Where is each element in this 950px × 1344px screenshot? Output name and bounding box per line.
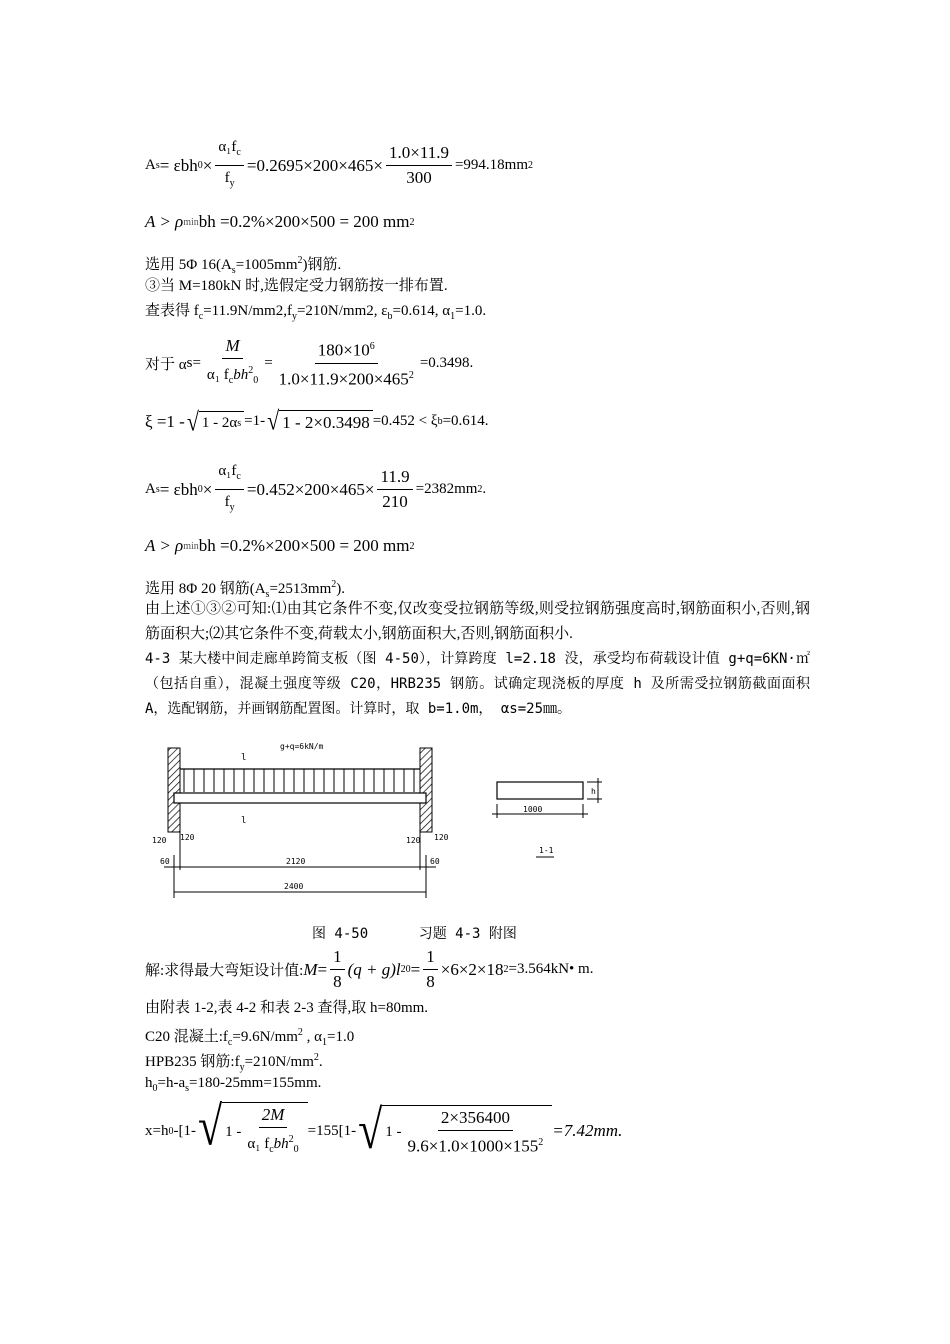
equation-moment: 解:求得最大弯矩设计值: M = $\frac{1}{8}$ (q + g)l 2 0 = $\frac{1}{8}$ ×6×2×18 2 =3.564kN• m. xyxy=(145,947,594,991)
wall-left-label: 120 xyxy=(152,836,167,845)
equation-min-reinforcement-1: A > ρ min bh =0.2%×200×500 = 200 mm 2 xyxy=(145,212,415,231)
equation-xi: ξ =1 - √ 1 - 2α s =1- √ 1 - 2×0.3498 =0.452 < ξ b =0.614. xyxy=(145,405,489,436)
edge-right-label: 60 xyxy=(430,857,440,866)
cross-section xyxy=(492,778,602,857)
equation-alpha-s: 对于 α s= $\frac{M}{\alpha_1 f_cbh^2_0}$ = $\frac{180\times 10^6}{1.0\times 11.9\times 200\times 465^2}$ =0.3498. xyxy=(145,336,473,391)
text-case-3: ③当 M=180kN 时,选假定受力钢筋按一排布置. xyxy=(145,278,448,294)
wall-right-label: 120 xyxy=(434,833,449,842)
fraction-2m: $\frac{2M}{\alpha_1 f_cbh^2_0}$ xyxy=(247,1105,299,1155)
sqrt-numeric: √ 1 - 2×0.3498 xyxy=(267,410,373,433)
fraction-alpha-fc-fy: $\frac{\alpha_1f_c}{f_y}$ xyxy=(215,137,244,194)
fraction-m-over: $\frac{M}{\alpha_1 f_cbh^2_0}$ xyxy=(206,336,259,386)
slab-elevation xyxy=(152,742,449,898)
load-label: g+q=6kN/m xyxy=(280,742,324,751)
fraction-alpha-fc-fy-2: $\frac{\alpha_1f_c}{f_y}$ xyxy=(215,461,244,518)
edge-left-label: 60 xyxy=(160,857,170,866)
right-wall xyxy=(420,748,432,832)
fraction-x-values: $\frac{2\times 356400}{9.6\times 1.0\times 1000\times 155^2}$ xyxy=(407,1108,544,1156)
sqrt-numeric-x: √ 1 - $\frac{2\times 356400}{9.6\times 1.0\times 1000\times 155^2}$ xyxy=(358,1105,552,1157)
wall-left-inner-label: 120 xyxy=(180,833,195,842)
text-tables: 由附表 1-2,表 4-2 和表 2-3 查得,取 h=80mm. xyxy=(145,1000,429,1016)
left-wall xyxy=(168,748,180,832)
paragraph-conclusion: 由上述①③②可知:⑴由其它条件不变,仅改变受拉钢筋等级,则受拉钢筋强度高时,钢筋面积小,否则,钢筋面积大;⑵其它条件不变,荷载太小,钢筋面积大,否则,钢筋面积小. xyxy=(145,601,810,642)
fraction-one-eighth-2: $\frac{1}{8}$ xyxy=(423,947,438,992)
sqrt-alpha-s: √ 1 - 2α s xyxy=(187,411,244,433)
section-mark-top: l xyxy=(241,753,247,763)
text-lookup: 查表得 $f_c=11.9N/mm2,f_y=210N/mm2$, $\varepsilon_b=0.614$, $\alpha_1=1.0$. xyxy=(145,303,487,322)
fraction-strength-ratio: $\frac{1.0\times 11.9}{300}$ xyxy=(386,143,452,188)
wall-right-inner-label: 120 xyxy=(406,836,421,845)
equation-as-2: A s = εbh 0 × $\frac{\alpha_1f_c}{f_y}$ =0.452×200×465× $\frac{11.9}{210}$ =2382mm 2 . xyxy=(145,461,486,518)
slab xyxy=(174,793,426,803)
sqrt-symbolic: √ 1 - $\frac{2M}{\alpha_1 f_cbh^2_0}$ xyxy=(198,1102,308,1160)
equation-min-reinforcement-2: A > ρ min bh =0.2%×200×500 = 200 mm 2 xyxy=(145,536,415,555)
text-c20: C20 混凝土$:f_c=9.6N/mm^2$ , $\alpha_1=1.0$ xyxy=(145,1027,355,1048)
text-select-8phi20: 选用 8Φ 20 钢筋$(A_s=2513mm^2)$. xyxy=(145,579,345,600)
equation-as-1: A s = εbh 0 × $\frac{\alpha_1f_c}{f_y}$ =0.2695×200×465× $\frac{1.0\times 11.9}{300}$ =994.18mm 2 xyxy=(145,137,533,194)
text-h0: $h_0=h-a_s=180-25mm=155mm$. xyxy=(145,1075,322,1094)
section-label: 1-1 xyxy=(539,846,554,855)
section-h-label: h xyxy=(591,787,596,796)
section-mark-bottom: l xyxy=(241,816,247,826)
span-total-label: 2400 xyxy=(284,882,304,891)
fraction-strength-ratio-2: $\frac{11.9}{210}$ xyxy=(377,467,412,512)
load-arrows xyxy=(184,769,414,792)
text-hpb235: HPB235 钢筋$:f_y=210N/mm^2$. xyxy=(145,1052,323,1073)
figure-4-50 xyxy=(150,740,620,900)
figure-caption: 图 4-50 习题 4-3 附图 xyxy=(312,926,517,942)
text-select-5phi16: 选用 5Φ $16(A_s=1005mm^2)$钢筋. xyxy=(145,255,342,276)
span-inner-label: 2120 xyxy=(286,857,306,866)
section-rect xyxy=(497,782,583,799)
equation-x: x=h 0 -[1- √ 1 - $\frac{2M}{\alpha_1 f_cbh^2_0}$ =155[1- √ 1 - $\frac{2\times 356400}{9.6\times 1.0\times 1000\times 155^2}$ =7.42mm. xyxy=(145,1095,623,1161)
paragraph-problem-4-3: 4-3 某大楼中间走廊单跨简支板（图 4-50），计算跨度 l=2.18 没，承受均布荷载设计值 g+q=6KN·㎡（包括自重），混凝土强度等级 C20，HRB235 钢筋。试确定现浇板的厚度 h 及所需受拉钢筋截面面积 A，选配钢筋，并画钢筋配置图。计算时，取 b=1.0m， αs=25㎜。 xyxy=(145,651,810,717)
section-width-label: 1000 xyxy=(523,805,543,814)
fraction-one-eighth: $\frac{1}{8}$ xyxy=(330,947,345,992)
fraction-alpha-s-values: $\frac{180\times 10^6}{1.0\times 11.9\times 200\times 465^2}$ xyxy=(276,337,417,389)
